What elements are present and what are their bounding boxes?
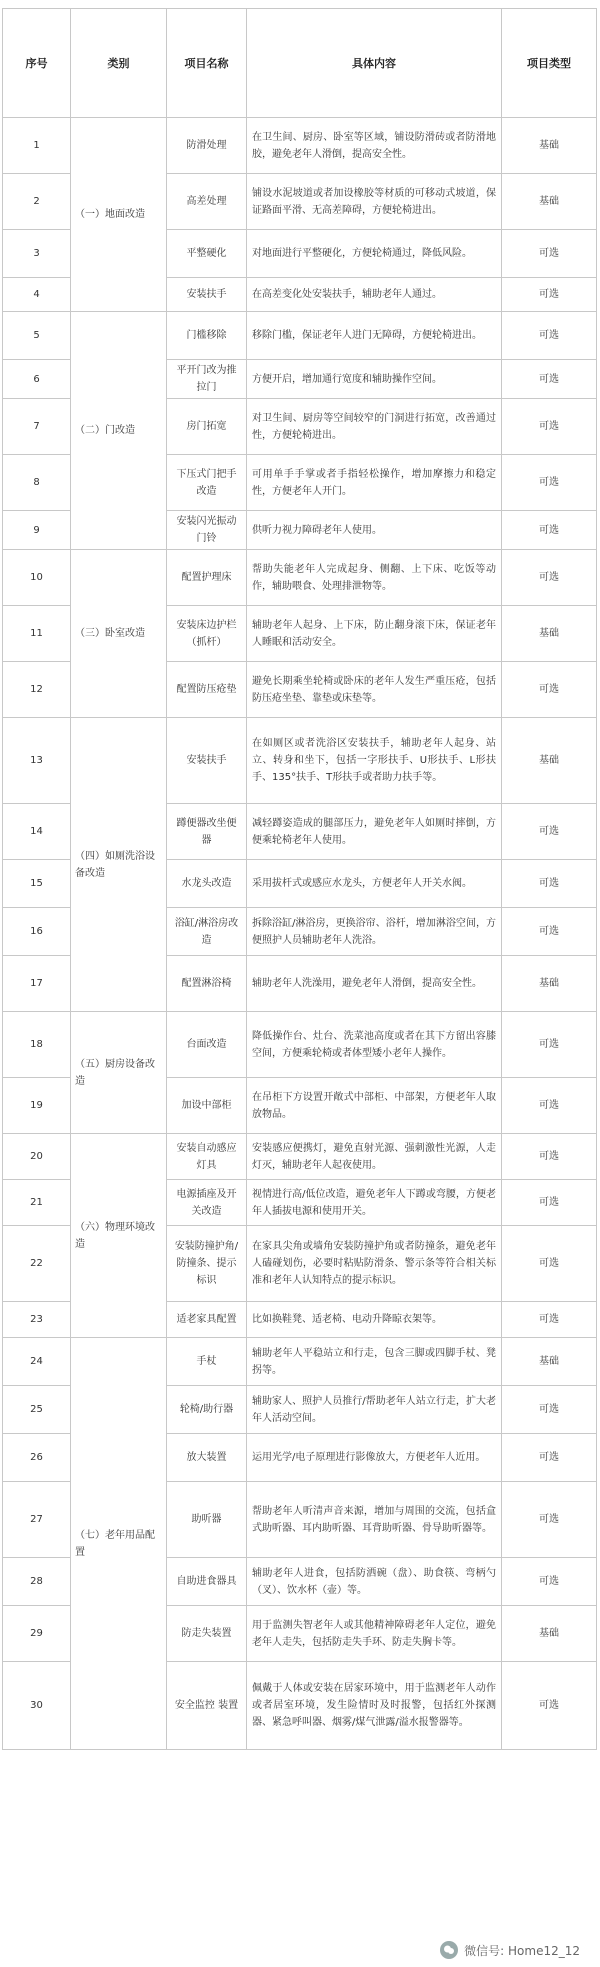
item-type: 可选 <box>502 455 597 511</box>
item-name: 水龙头改造 <box>167 860 247 908</box>
table-row <box>3 1012 597 1078</box>
item-type: 基础 <box>502 718 597 804</box>
category-cell: （二）门改造 <box>71 312 167 550</box>
header-type: 项目类型 <box>502 9 597 118</box>
item-name: 手杖 <box>167 1338 247 1386</box>
row-number: 10 <box>3 550 71 606</box>
category-cell: （七）老年用品配置 <box>71 1338 167 1750</box>
item-type: 可选 <box>502 399 597 455</box>
row-number: 13 <box>3 718 71 804</box>
item-name: 防走失装置 <box>167 1606 247 1662</box>
item-type: 可选 <box>502 550 597 606</box>
item-name: 放大装置 <box>167 1434 247 1482</box>
item-content: 辅助老年人平稳站立和行走，包含三脚或四脚手杖、凳拐等。 <box>247 1338 502 1386</box>
item-type: 可选 <box>502 278 597 312</box>
row-number: 5 <box>3 312 71 360</box>
table-header-row <box>3 9 597 118</box>
item-name: 下压式门把手改造 <box>167 455 247 511</box>
row-number: 26 <box>3 1434 71 1482</box>
category-cell: （六）物理环境改造 <box>71 1134 167 1338</box>
category-cell: （三）卧室改造 <box>71 550 167 718</box>
table-row <box>3 118 597 174</box>
row-number: 3 <box>3 230 71 278</box>
item-name: 轮椅/助行器 <box>167 1386 247 1434</box>
header-content: 具体内容 <box>247 9 502 118</box>
row-number: 23 <box>3 1302 71 1338</box>
item-type: 可选 <box>502 1386 597 1434</box>
table-row <box>3 550 597 606</box>
wechat-icon <box>440 1941 458 1959</box>
item-name: 防滑处理 <box>167 118 247 174</box>
item-name: 房门拓宽 <box>167 399 247 455</box>
item-type: 可选 <box>502 1078 597 1134</box>
item-content: 运用光学/电子原理进行影像放大，方便老年人近用。 <box>247 1434 502 1482</box>
item-content: 帮助失能老年人完成起身、侧翻、上下床、吃饭等动作，辅助喂食、处理排泄物等。 <box>247 550 502 606</box>
item-name: 台面改造 <box>167 1012 247 1078</box>
item-type: 可选 <box>502 1482 597 1558</box>
item-content: 供听力视力障碍老年人使用。 <box>247 511 502 550</box>
row-number: 29 <box>3 1606 71 1662</box>
item-name: 蹲便器改坐便器 <box>167 804 247 860</box>
item-content: 移除门槛，保证老年人进门无障碍，方便轮椅进出。 <box>247 312 502 360</box>
item-content: 对卫生间、厨房等空间较窄的门洞进行拓宽，改善通过性，方便轮椅进出。 <box>247 399 502 455</box>
category-cell: （一）地面改造 <box>71 118 167 312</box>
item-name: 加设中部柜 <box>167 1078 247 1134</box>
row-number: 16 <box>3 908 71 956</box>
item-name: 安装闪光振动门铃 <box>167 511 247 550</box>
row-number: 7 <box>3 399 71 455</box>
item-content: 辅助老年人进食，包括防洒碗（盘）、助食筷、弯柄勺（叉）、饮水杯（壶）等。 <box>247 1558 502 1606</box>
item-type: 可选 <box>502 312 597 360</box>
item-type: 可选 <box>502 1302 597 1338</box>
table-row <box>3 1134 597 1180</box>
renovation-table <box>2 8 597 1750</box>
item-type: 基础 <box>502 1606 597 1662</box>
item-type: 可选 <box>502 360 597 399</box>
item-name: 安装扶手 <box>167 278 247 312</box>
item-name: 助听器 <box>167 1482 247 1558</box>
item-content: 在高差变化处安装扶手，辅助老年人通过。 <box>247 278 502 312</box>
row-number: 27 <box>3 1482 71 1558</box>
item-type: 可选 <box>502 1180 597 1226</box>
item-type: 可选 <box>502 860 597 908</box>
row-number: 9 <box>3 511 71 550</box>
item-type: 可选 <box>502 1558 597 1606</box>
row-number: 17 <box>3 956 71 1012</box>
row-number: 24 <box>3 1338 71 1386</box>
item-name: 平开门改为推拉门 <box>167 360 247 399</box>
row-number: 25 <box>3 1386 71 1434</box>
item-content: 避免长期乘坐轮椅或卧床的老年人发生严重压疮，包括防压疮坐垫、靠垫或床垫等。 <box>247 662 502 718</box>
item-type: 可选 <box>502 511 597 550</box>
item-name: 配置防压疮垫 <box>167 662 247 718</box>
row-number: 18 <box>3 1012 71 1078</box>
item-content: 在卫生间、厨房、卧室等区域，铺设防滑砖或者防滑地胶，避免老年人滑倒，提高安全性。 <box>247 118 502 174</box>
item-content: 对地面进行平整硬化，方便轮椅通过，降低风险。 <box>247 230 502 278</box>
item-content: 用于监测失智老年人或其他精神障碍老年人定位，避免老年人走失，包括防走失手环、防走失胸卡等。 <box>247 1606 502 1662</box>
item-name: 适老家具配置 <box>167 1302 247 1338</box>
item-type: 基础 <box>502 1338 597 1386</box>
item-name: 电源插座及开关改造 <box>167 1180 247 1226</box>
item-type: 基础 <box>502 174 597 230</box>
header-category: 类别 <box>71 9 167 118</box>
item-name: 高差处理 <box>167 174 247 230</box>
header-name: 项目名称 <box>167 9 247 118</box>
item-name: 安装自动感应灯具 <box>167 1134 247 1180</box>
table-row <box>3 718 597 804</box>
item-name: 自助进食器具 <box>167 1558 247 1606</box>
row-number: 1 <box>3 118 71 174</box>
item-type: 可选 <box>502 908 597 956</box>
item-content: 采用拔杆式或感应水龙头，方便老年人开关水阀。 <box>247 860 502 908</box>
item-type: 基础 <box>502 956 597 1012</box>
item-type: 可选 <box>502 1662 597 1750</box>
row-number: 30 <box>3 1662 71 1750</box>
row-number: 22 <box>3 1226 71 1302</box>
watermark-text: 微信号: Home12_12 <box>464 1943 580 1958</box>
row-number: 6 <box>3 360 71 399</box>
item-content: 方便开启，增加通行宽度和辅助操作空间。 <box>247 360 502 399</box>
row-number: 8 <box>3 455 71 511</box>
item-content: 辅助家人、照护人员推行/帮助老年人站立行走，扩大老年人活动空间。 <box>247 1386 502 1434</box>
row-number: 15 <box>3 860 71 908</box>
item-type: 可选 <box>502 1134 597 1180</box>
item-type: 可选 <box>502 230 597 278</box>
table-row <box>3 1338 597 1386</box>
item-content: 辅助老年人洗澡用，避免老年人滑倒，提高安全性。 <box>247 956 502 1012</box>
item-content: 铺设水泥坡道或者加设橡胶等材质的可移动式坡道，保证路面平滑、无高差障碍，方便轮椅进出。 <box>247 174 502 230</box>
row-number: 2 <box>3 174 71 230</box>
item-type: 基础 <box>502 606 597 662</box>
item-content: 帮助老年人听清声音来源，增加与周围的交流，包括盒式助听器、耳内助听器、耳背助听器、骨导助听器等。 <box>247 1482 502 1558</box>
item-content: 比如换鞋凳、适老椅、电动升降晾衣架等。 <box>247 1302 502 1338</box>
item-content: 安装感应便携灯，避免直射光源、强刺激性光源，人走灯灭，辅助老年人起夜使用。 <box>247 1134 502 1180</box>
item-name: 配置淋浴椅 <box>167 956 247 1012</box>
category-cell: （四）如厕洗浴设备改造 <box>71 718 167 1012</box>
row-number: 12 <box>3 662 71 718</box>
row-number: 28 <box>3 1558 71 1606</box>
item-type: 可选 <box>502 1012 597 1078</box>
category-cell: （五）厨房设备改造 <box>71 1012 167 1134</box>
item-content: 降低操作台、灶台、洗菜池高度或者在其下方留出容膝空间，方便乘轮椅或者体型矮小老年人操作。 <box>247 1012 502 1078</box>
watermark <box>440 1941 580 1959</box>
item-name: 平整硬化 <box>167 230 247 278</box>
item-content: 减轻蹲姿造成的腿部压力，避免老年人如厕时摔倒，方便乘轮椅老年人使用。 <box>247 804 502 860</box>
item-content: 辅助老年人起身、上下床，防止翻身滚下床，保证老年人睡眠和活动安全。 <box>247 606 502 662</box>
item-name: 浴缸/淋浴房改造 <box>167 908 247 956</box>
item-type: 可选 <box>502 662 597 718</box>
item-type: 可选 <box>502 1434 597 1482</box>
item-content: 在吊柜下方设置开敞式中部柜、中部架，方便老年人取放物品。 <box>247 1078 502 1134</box>
item-name: 安装床边护栏（抓杆） <box>167 606 247 662</box>
item-content: 佩戴于人体或安装在居家环境中，用于监测老年人动作或者居室环境，发生险情时及时报警，包括红外探测器、紧急呼叫器、烟雾/煤气泄露/溢水报警器等。 <box>247 1662 502 1750</box>
row-number: 11 <box>3 606 71 662</box>
item-type: 可选 <box>502 804 597 860</box>
item-type: 可选 <box>502 1226 597 1302</box>
item-content: 视情进行高/低位改造，避免老年人下蹲或弯腰，方便老年人插拔电源和使用开关。 <box>247 1180 502 1226</box>
header-no: 序号 <box>3 9 71 118</box>
row-number: 4 <box>3 278 71 312</box>
item-name: 门槛移除 <box>167 312 247 360</box>
item-name: 安全监控 装置 <box>167 1662 247 1750</box>
row-number: 21 <box>3 1180 71 1226</box>
row-number: 20 <box>3 1134 71 1180</box>
item-name: 安装扶手 <box>167 718 247 804</box>
row-number: 19 <box>3 1078 71 1134</box>
item-content: 在家具尖角或墙角安装防撞护角或者防撞条，避免老年人磕碰划伤，必要时粘贴防滑条、警示条等符合相关标准和老年人认知特点的提示标识。 <box>247 1226 502 1302</box>
item-name: 配置护理床 <box>167 550 247 606</box>
item-content: 可用单手手掌或者手指轻松操作，增加摩擦力和稳定性，方便老年人开门。 <box>247 455 502 511</box>
item-content: 拆除浴缸/淋浴房，更换浴帘、浴杆，增加淋浴空间，方便照护人员辅助老年人洗浴。 <box>247 908 502 956</box>
table-row <box>3 312 597 360</box>
row-number: 14 <box>3 804 71 860</box>
item-content: 在如厕区或者洗浴区安装扶手，辅助老年人起身、站立、转身和坐下，包括一字形扶手、U形扶手、L形扶手、135°扶手、T形扶手或者助力扶手等。 <box>247 718 502 804</box>
item-name: 安装防撞护角/防撞条、提示标识 <box>167 1226 247 1302</box>
item-type: 基础 <box>502 118 597 174</box>
